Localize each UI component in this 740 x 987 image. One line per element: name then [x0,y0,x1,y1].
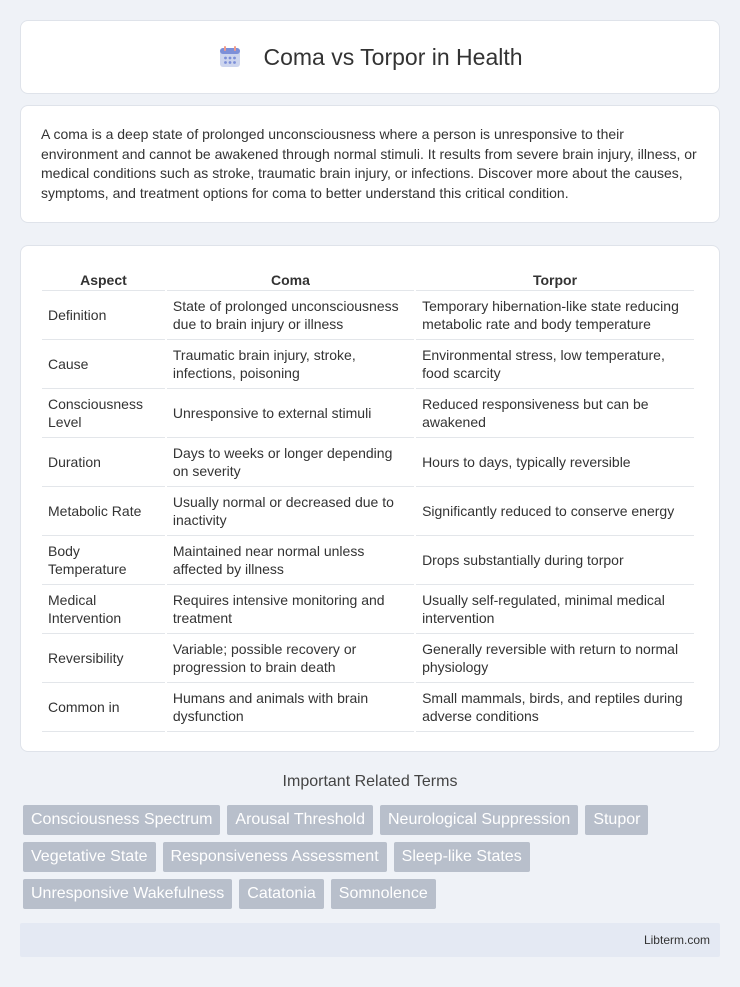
table-cell-torpor: Hours to days, typically reversible [416,438,694,487]
table-cell-torpor: Significantly reduced to conserve energy [416,487,694,536]
header-torpor: Torpor [416,266,694,291]
footer-link[interactable]: Libterm.com [643,933,710,947]
table-cell-coma: Maintained near normal unless affected by illness [167,536,414,585]
related-term-tag[interactable]: Arousal Threshold [227,805,373,835]
related-term-tag[interactable]: Stupor [585,805,648,835]
intro-card [20,105,720,223]
table-header-row [42,266,694,291]
table-cell-coma: Traumatic brain injury, stroke, infections, poisoning [167,340,414,389]
intro-text: A coma is a deep state of prolonged unconsciousness where a person is unresponsive to their environment and cannot be awakened through normal stimuli. It results from severe brain injury, illness, or medical conditions such as stroke, traumatic brain injury, or infections. Discover more about the causes, symptoms, and treatment options for coma to better understand this critical condition. [41,126,697,201]
table-row [42,683,694,732]
table-row [42,585,694,634]
related-terms-title: Important Related Terms [282,773,458,790]
table-cell-aspect: Body Temperature [42,536,165,585]
related-term-tag[interactable]: Somnolence [331,879,436,909]
table-cell-aspect: Metabolic Rate [42,487,165,536]
related-term-tag[interactable]: Catatonia [239,879,324,909]
calendar-icon [217,44,243,70]
table-cell-torpor: Usually self-regulated, minimal medical intervention [416,585,694,634]
table-cell-coma: Days to weeks or longer depending on severity [167,438,414,487]
table-row [42,340,694,389]
tag-row [23,842,723,872]
header-aspect: Aspect [42,266,165,291]
header-coma: Coma [167,266,414,291]
table-row [42,634,694,683]
page-title: Coma vs Torpor in Health [263,43,523,70]
comparison-table-card [20,245,720,752]
table-cell-aspect: Definition [42,291,165,340]
table-cell-torpor: Small mammals, birds, and reptiles during adverse conditions [416,683,694,732]
tag-row [23,879,723,909]
table-row [42,438,694,487]
table-cell-coma: Requires intensive monitoring and treatment [167,585,414,634]
comparison-table [40,266,696,732]
table-cell-torpor: Environmental stress, low temperature, food scarcity [416,340,694,389]
table-cell-aspect: Medical Intervention [42,585,165,634]
table-cell-torpor: Temporary hibernation-like state reducing metabolic rate and body temperature [416,291,694,340]
related-term-tag[interactable]: Sleep-like States [394,842,530,872]
table-cell-coma: Variable; possible recovery or progression to brain death [167,634,414,683]
table-row [42,291,694,340]
table-cell-torpor: Drops substantially during torpor [416,536,694,585]
table-row [42,487,694,536]
table-cell-coma: Humans and animals with brain dysfunction [167,683,414,732]
table-cell-coma: State of prolonged unconsciousness due to brain injury or illness [167,291,414,340]
related-term-tag[interactable]: Unresponsive Wakefulness [23,879,232,909]
table-cell-aspect: Common in [42,683,165,732]
table-cell-torpor: Reduced responsiveness but can be awakened [416,389,694,438]
related-term-tag[interactable]: Responsiveness Assessment [163,842,387,872]
header-card [20,20,720,94]
table-row [42,536,694,585]
footer [20,923,720,957]
table-cell-aspect: Cause [42,340,165,389]
related-term-tag[interactable]: Vegetative State [23,842,156,872]
related-term-tag[interactable]: Consciousness Spectrum [23,805,220,835]
tag-row [23,805,723,835]
table-cell-aspect: Consciousness Level [42,389,165,438]
table-cell-aspect: Duration [42,438,165,487]
table-cell-torpor: Generally reversible with return to normal physiology [416,634,694,683]
related-terms-list [23,805,723,916]
table-cell-coma: Usually normal or decreased due to inactivity [167,487,414,536]
table-cell-aspect: Reversibility [42,634,165,683]
table-cell-coma: Unresponsive to external stimuli [167,389,414,438]
table-row [42,389,694,438]
related-term-tag[interactable]: Neurological Suppression [380,805,578,835]
